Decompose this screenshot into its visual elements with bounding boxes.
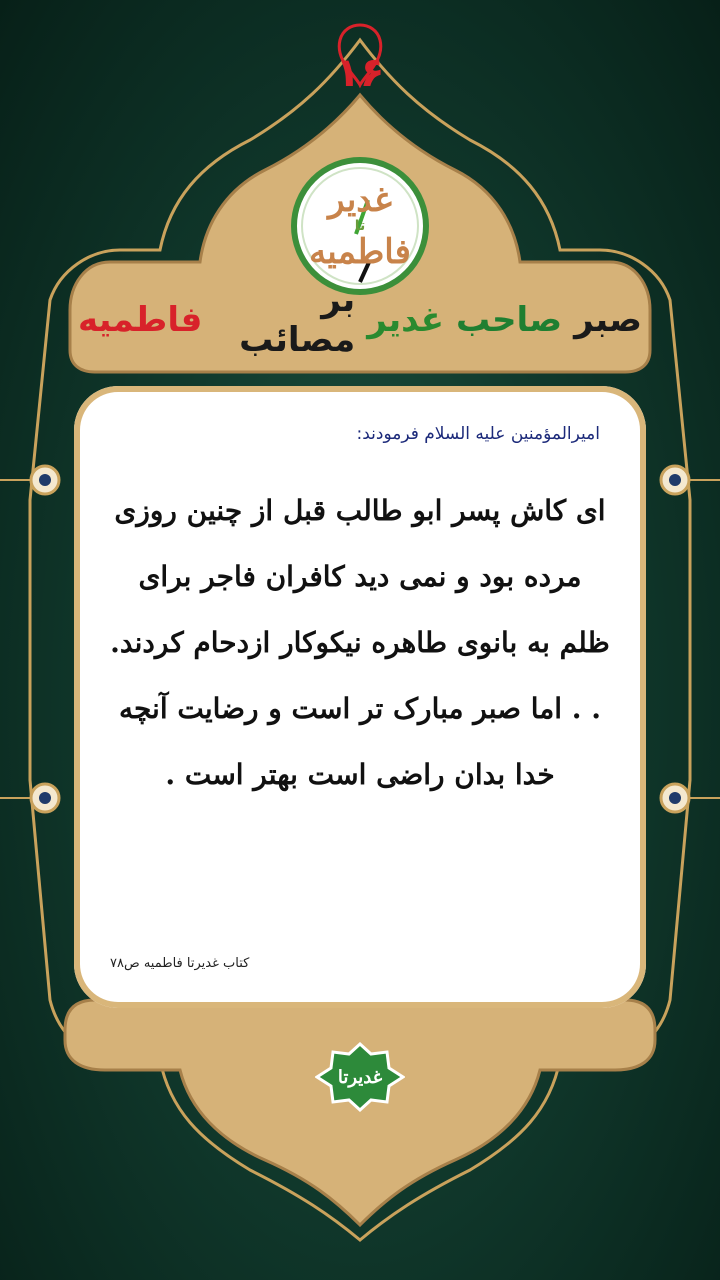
title-word-ghadir: غدیر	[367, 300, 444, 340]
attribution: امیرالمؤمنین علیه السلام فرمودند:	[356, 424, 600, 444]
source-reference: کتاب غدیرتا فاطمیه ص۷۸	[110, 956, 250, 971]
logo-line-3: فاطمیه	[309, 232, 411, 272]
hadith-quote: ای کاش پسر ابو طالب قبل از چنین روزی مرده بود و نمی دید کافران فاجر برای ظلم به بانوی طاهره نیکوکار ازدحام کردند. . . اما صبر مبارک تر است و رضایت آنچه خدا بدان راضی است بهتر است .	[110, 494, 610, 791]
page-number: ۱۶	[335, 50, 385, 96]
ghadir-logo	[290, 156, 430, 296]
logo-line-2: تا	[354, 218, 366, 234]
page-title	[72, 280, 648, 360]
bottom-logo	[315, 1042, 405, 1112]
title-word-fatemieh: فاطمیه	[78, 300, 203, 340]
bottom-logo-text: غدیرتا	[337, 1066, 383, 1088]
title-word-masaeb: بر مصائب	[239, 280, 356, 360]
title-word-saheb: صاحب	[455, 300, 563, 340]
logo-line-1: غدیر	[328, 180, 392, 220]
title-word-sabr: صبر	[574, 300, 642, 340]
